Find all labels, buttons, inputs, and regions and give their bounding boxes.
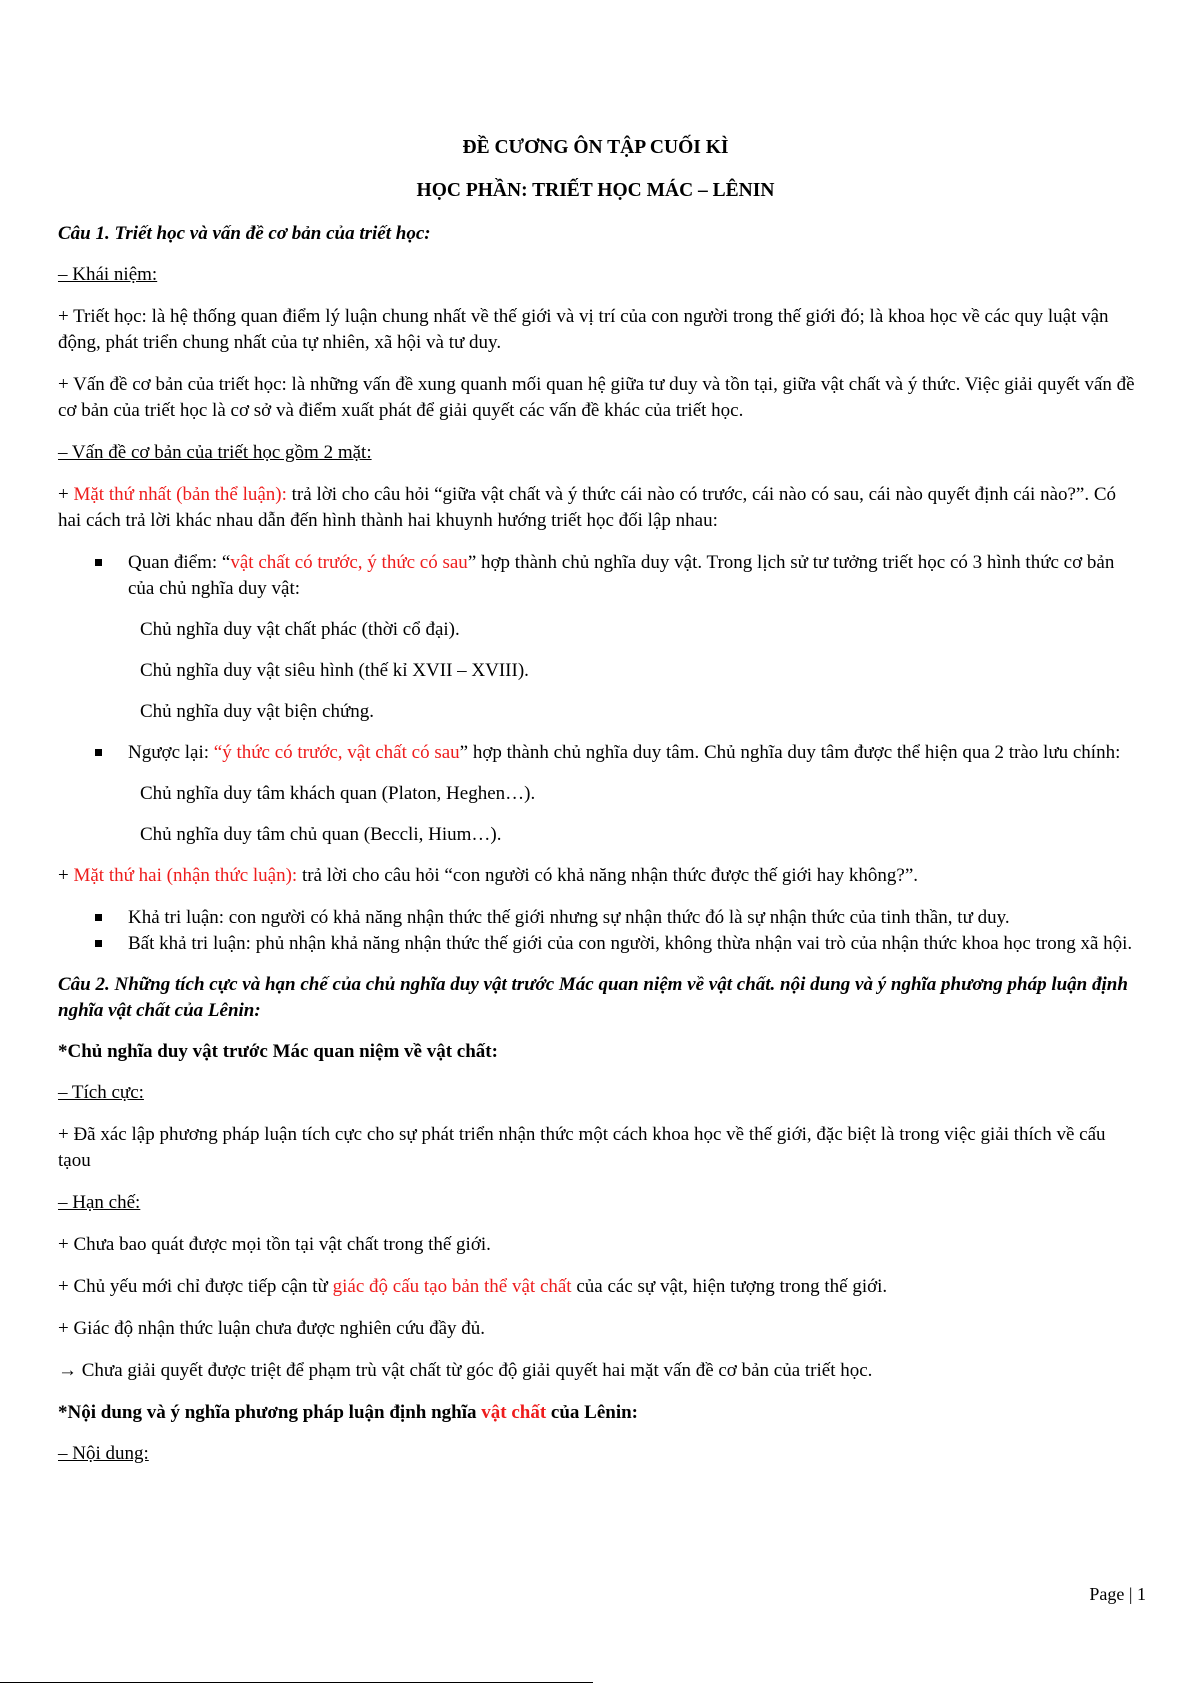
side-two-text: trả lời cho câu hỏi “con người có khả năng nhận thức được thế giới hay không?”. [297,865,919,886]
section-heading-premarx: *Chủ nghĩa duy vật trước Mác quan niệm về vật chất: [58,1041,498,1062]
bullet-text-pre: Ngược lại: [128,742,214,763]
side-one-highlight: Mặt thứ nhất (bản thể luận): [73,484,287,505]
idealism-form: Chủ nghĩa duy tâm khách quan (Platon, Heghen…). [140,783,536,804]
side-two-highlight: Mặt thứ hai (nhận thức luận): [73,865,298,886]
positive-text: + Đã xác lập phương pháp luận tích cực cho sự phát triển nhận thức một cách khoa học về thế giới, đặc biệt là trong việc giải thích về cấu tạou [58,1124,1106,1171]
document-title: ĐỀ CƯƠNG ÔN TẬP CUỐI KÌ [462,137,729,158]
question-1-heading: Câu 1. Triết học và vấn đề cơ bản của triết học: [58,223,431,244]
concept-label: – Khái niệm: [58,264,158,285]
bullet-highlight: “ý thức có trước, vật chất có sau [213,742,460,763]
lenin-heading-pre: *Nội dung và ý nghĩa phương pháp luận định nghĩa [58,1402,482,1423]
idealism-form: Chủ nghĩa duy tâm chủ quan (Beccli, Hium…). [140,824,502,845]
bullet-text-post: ” hợp thành chủ nghĩa duy tâm. Chủ nghĩa duy tâm được thể hiện qua 2 trào lưu chính: [459,742,1121,763]
limitation-text-pre: + Chủ yếu mới chỉ được tiếp cận từ [58,1276,333,1297]
lenin-heading-post: của Lênin: [546,1402,639,1423]
bottom-divider [0,1682,593,1683]
content-label: – Nội dung: [58,1443,149,1464]
page-number: Page | 1 [1089,1584,1146,1604]
bullet-list-knowability [58,905,1138,957]
list-item [58,550,1138,602]
lenin-heading-highlight: vật chất [481,1402,547,1423]
list-item [58,740,1138,766]
conclusion: → Chưa giải quyết được triệt để phạm trù vật chất từ góc độ giải quyết hai mặt vấn đề cơ bản của triết học. [58,1360,873,1381]
list-item: Khả tri luận: con người có khả năng nhận thức thế giới nhưng sự nhận thức đó là sự nhận thức của tinh thần, tư duy. [58,905,1138,931]
materialism-form: Chủ nghĩa duy vật biện chứng. [140,701,375,722]
paragraph-basic-problem: + Vấn đề cơ bản của triết học: là những vấn đề xung quanh mối quan hệ giữa tư duy và tồn tại, giữa vật chất và ý thức. Việc giải quyết vấn đề cơ bản của triết học là cơ sở và điểm xuất phát để giải quyết các vấn đề khác của triết học. [58,374,1135,421]
document-body [58,221,1138,1483]
question-2-heading: Câu 2. Những tích cực và hạn chế của chủ nghĩa duy vật trước Mác quan niệm về vật chất. nội dung và ý nghĩa phương pháp luận định nghĩa vật chất của Lênin: [58,974,1128,1021]
bullet-highlight: vật chất có trước, ý thức có sau [230,552,468,573]
paragraph-side-two [58,863,1138,889]
side-two-prefix: + [58,865,74,886]
paragraph-philosophy-definition: + Triết học: là hệ thống quan điểm lý luận chung nhất về thế giới và vị trí của con người trong thế giới đó; là khoa học về các quy luật vận động, phát triển chung nhất của tự nhiên, xã hội và tư duy. [58,306,1109,353]
bullet-text-pre: Quan điểm: “ [128,552,231,573]
section-heading-lenin [58,1400,1138,1426]
limitation-item: + Chưa bao quát được mọi tồn tại vật chất trong thế giới. [58,1234,491,1255]
materialism-form: Chủ nghĩa duy vật chất phác (thời cổ đại). [140,619,460,640]
side-one-text: trả lời cho câu hỏi “giữa vật chất và ý thức cái nào có trước, cái nào có sau, cái nào quyết định cái nào?”. Có hai cách trả lời khác nhau dẫn đến hình thành hai khuynh hướng triết học đối lập nhau: [58,484,1117,531]
list-item: Bất khả tri luận: phủ nhận khả năng nhận thức thế giới của con người, không thừa nhận vai trò của nhận thức khoa học trong xã hội. [58,931,1138,957]
side-one-prefix: + [58,484,74,505]
limitation-text-post: của các sự vật, hiện tượng trong thế giới. [571,1276,888,1297]
bullet-text-post: ” hợp thành chủ nghĩa duy vật. Trong lịch sử tư tưởng triết học có 3 hình thức cơ bản của chủ nghĩa duy vật: [128,552,1115,599]
bullet-list-materialism [58,550,1138,602]
paragraph-side-one [58,482,1138,534]
limitation-item [58,1274,1138,1300]
limitation-highlight: giác độ cấu tạo bản thể vật chất [332,1276,572,1297]
two-sides-label: – Vấn đề cơ bản của triết học gồm 2 mặt: [58,442,372,463]
positive-label: – Tích cực: [58,1082,144,1103]
bullet-list-idealism [58,740,1138,766]
limitation-item: + Giác độ nhận thức luận chưa được nghiên cứu đầy đủ. [58,1318,486,1339]
limitation-label: – Hạn chế: [58,1192,141,1213]
document-subtitle: HỌC PHẦN: TRIẾT HỌC MÁC – LÊNIN [416,180,775,201]
materialism-form: Chủ nghĩa duy vật siêu hình (thế kỉ XVII – XVIII). [140,660,529,681]
